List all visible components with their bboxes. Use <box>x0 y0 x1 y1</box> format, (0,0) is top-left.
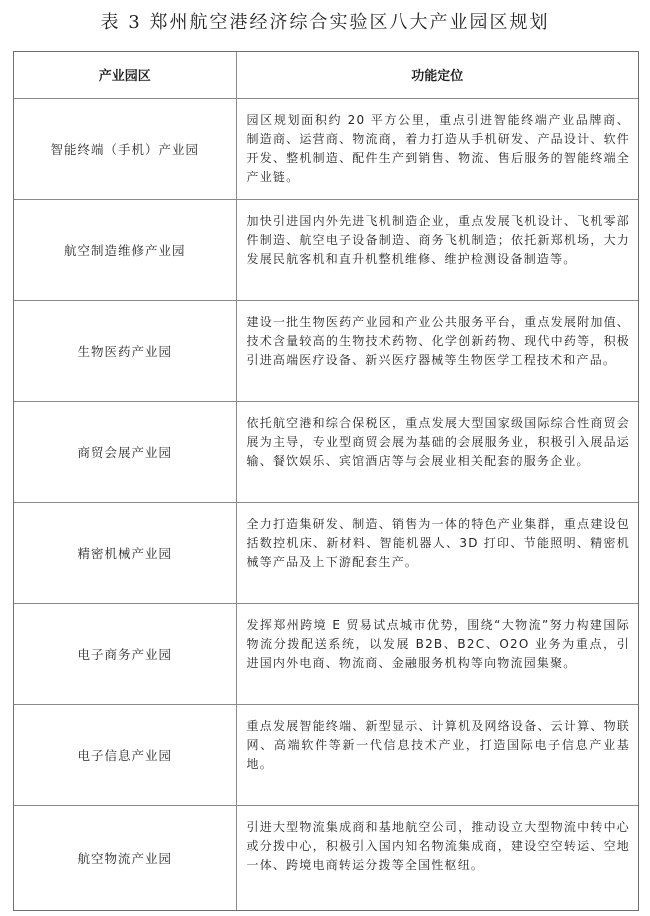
park-name: 航空物流产业园 <box>14 805 236 910</box>
park-function: 发挥郑州跨境 E 贸易试点城市优势，围绕“大物流”努力构建国际物流分拨配送系统，以发展 B2B、B2C、O2O 业务为重点，引进国内外电商、物流商、金融服务机构等向物流园集聚。 <box>236 603 638 704</box>
table-row <box>14 704 638 805</box>
industrial-parks-table <box>14 52 638 910</box>
park-function: 建设一批生物医药产业园和产业公共服务平台，重点发展附加值、技术含量较高的生物技术药物、化学创新药物、现代中药等，积极引进高端医疗设备、新兴医疗器械等生物医学工程技术和产品。 <box>236 300 638 401</box>
header-function: 功能定位 <box>236 52 638 98</box>
industrial-parks-table-frame <box>13 51 639 911</box>
table-row <box>14 805 638 910</box>
park-function: 园区规划面积约 20 平方公里，重点引进智能终端产业品牌商、制造商、运营商、物流商，着力打造从手机研发、产品设计、软件开发、整机制造、配件生产到销售、物流、售后服务的智能终端全产业链。 <box>236 98 638 199</box>
park-name: 智能终端（手机）产业园 <box>14 98 236 199</box>
park-name: 商贸会展产业园 <box>14 401 236 502</box>
table-row <box>14 98 638 199</box>
table-row <box>14 502 638 603</box>
header-park: 产业园区 <box>14 52 236 98</box>
table-row <box>14 199 638 300</box>
table-row <box>14 603 638 704</box>
park-function: 引进大型物流集成商和基地航空公司，推动设立大型物流中转中心或分拨中心，积极引入国内知名物流集成商，建设空空转运、空地一体、跨境电商转运分拨等全国性枢纽。 <box>236 805 638 910</box>
table-row <box>14 401 638 502</box>
park-function: 加快引进国内外先进飞机制造企业，重点发展飞机设计、飞机零部件制造、航空电子设备制造、商务飞机制造；依托新郑机场，大力发展民航客机和直升机整机维修、维护检测设备制造等。 <box>236 199 638 300</box>
park-name: 航空制造维修产业园 <box>14 199 236 300</box>
park-function: 重点发展智能终端、新型显示、计算机及网络设备、云计算、物联网、高端软件等新一代信息技术产业，打造国际电子信息产业基地。 <box>236 704 638 805</box>
park-name: 精密机械产业园 <box>14 502 236 603</box>
table-row <box>14 300 638 401</box>
park-name: 电子信息产业园 <box>14 704 236 805</box>
park-function: 依托航空港和综合保税区，重点发展大型国家级国际综合性商贸会展为主导，专业型商贸会展为基础的会展服务业，积极引入展品运输、餐饮娱乐、宾馆酒店等与会展业相关配套的服务企业。 <box>236 401 638 502</box>
park-function: 全力打造集研发、制造、销售为一体的特色产业集群，重点建设包括数控机床、新材料、智能机器人、3D 打印、节能照明、精密机械等产品及上下游配套生产。 <box>236 502 638 603</box>
page-title: 表 3 郑州航空港经济综合实验区八大产业园区规划 <box>100 12 550 33</box>
park-name: 生物医药产业园 <box>14 300 236 401</box>
park-name: 电子商务产业园 <box>14 603 236 704</box>
table-header-row <box>14 52 638 98</box>
